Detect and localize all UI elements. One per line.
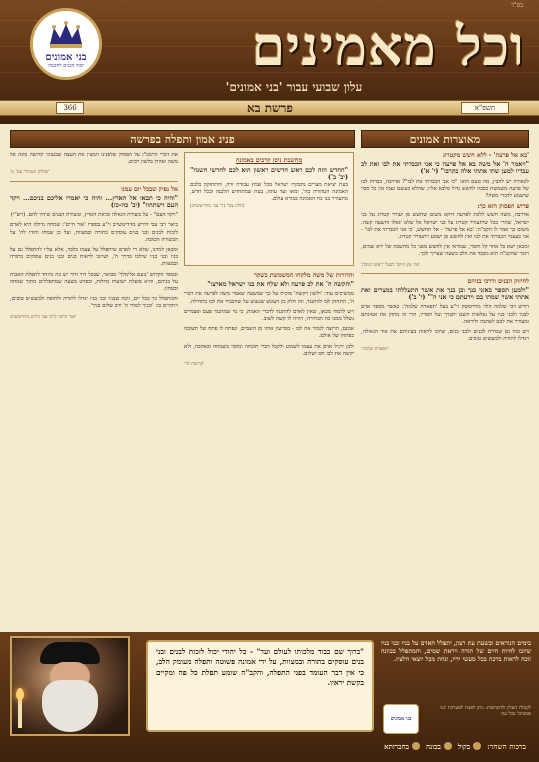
beard-shape [42,680,98,732]
divider [361,273,529,274]
small-logo: בני אמונים [383,704,419,734]
divider [10,181,178,182]
source-note: 'פרי עץ חיים' לבעל 'ראש ישיבה' [361,262,421,268]
subtitle: עלון שבועי עבור 'בני אמונים' [225,80,363,94]
chip-label: בחברותא [384,741,410,751]
footer-bar [146,738,532,754]
paragraph: אמנם, הרוצה לטהר את לבו - מסייעין אותו מן השמים, ונפתח לו פתח של תשובה כפתחו של אולם. [184,326,354,340]
section-header-middle: פנינ אמון ותפלה בפרשה [10,130,355,148]
boxed-insight [184,152,354,266]
issue-number: 366 [56,102,84,114]
verse-quote: "ולמען תספר באזני בנך ובן בנך את אשר התעללתי במצרים ואת אתתי אשר שמתי בם וידעתם כי אני ה'" (י' ב') [361,286,529,302]
rabbi-photo [10,636,130,736]
box-heading: מחשבת ניסן קרבים באמונה [235,157,303,164]
footer-chip-loud [458,742,481,751]
sub-heading: פרוש הפסוק הוא כך: [477,203,529,211]
paragraph: ובספר הקדוש 'נועם אלימלך' מבואר, שבכל דור ודור יש כח מיוחד לתפלת האבות על בניהם, והיא פועלת ישועות גדולות, ובפרט בשעה שמתפללים מתוך שמחה ובטחון. [10,271,178,293]
paragraph: "ויקד העם" - על בשורת הגאלה וביאת הארץ, ובשורת הבנים שיהיו להם. (רש"י) [10,212,178,219]
chip-label: בכונה [426,741,441,751]
logo-name: בני אמונים [45,51,87,63]
paragraph: ומכאן למדנו, שלא די לאדם שיתפלל על עצמו בלבד, אלא עליו להתפלל גם על בניו ובני בניו שילכו בדרך ה', ושיזכו לראות בנים ובני בנים עוסקים בתורה ובמצוות. [10,247,178,268]
verse-quote: "ויאמר ה' אל משה בא אל פרעה כי אני הכבדתי את לבו ואת לב עבדיו למען שתי אתתי אלה בקרבו" (י' א') [361,160,529,176]
source-note: 'נחלת צבי' (ר' צבי מזידיטשויב) [190,204,246,210]
paragraph: ולכן ירגיל אדם את עצמו לשמוע ולקבל דברי תוכחה ומוסר בשמחה ובאהבה, ולא יקשה את לבו חס ושלום. [184,343,354,357]
candle-shape [18,698,22,728]
paragraph: ממשיכים עוד: 'ולשון ויקשה' מוכיח על כך שבשעה שאמר משה לפרעה את דברי ה', התחזק לבו להתנגד, וזה חלק מן העונש שנענש על שהכביד את לבו בתחילה. [184,291,354,305]
column-middle [184,272,354,628]
verse-quote: "החדש הזה לכם ראש חדשים ראשון הוא לכם לחדשי השנה" (יב' ב') [190,166,348,182]
paragraph: והמתפלל כך בכל יום, זוכה שבניו ובני בניו יגדלו לתורה ולחופה ולמעשים טובים, ויתקיים בו: 'ובניך למודי ה' ורב שלום בניך'. [10,296,178,310]
contact-note: לקבלת העלון ולהקדשות: ניתן לפנות למערכת 'בני אמונים' בכל עת [439,706,531,718]
paragraph: בעת יציאת מצרים נתבקרו ישראל מכל שמץ עבודה זרה, והתחזקה בלבם האמונה הטהורה בה', ומאז ועד עתה, בעת שמתחדש הלבנה ובכל חדש, מתעורר בנו כח האמונה בבורא עולם. [190,181,348,203]
chip-label: בקול [457,741,471,751]
verse-quote: "והקשה ה' את לב פרעה ולא שלח את בני ישראל מארצו" [207,280,354,289]
paragraph: ומכאן ישא כל אחד קל וחמר, שבודאי אין לחשש מפני כל מחשבה של ירא שמים, ויזכר שהקב"ה הוא מכבד את הלב בשעה שצריך לכך. [361,244,529,258]
paragraph: את דברי הרמב"ן על הפסוק שלפנינו המצין את העצה שבעניני קדושה סוגה אל משה ואהרן בלשון רבים. [10,152,178,166]
paragraph: ויש ללמוד מכאן, שאין לאדם להתנגד לדברי האמת, כי מי שמתנגד פעם ופעמיים נשלל ממנו כח הבחירה, ויהיה לו קשה לשוב. [184,308,354,323]
heart-icon [444,742,452,750]
footer-chip-pair [384,742,420,751]
footer-chip-intent [426,742,452,751]
paragraph: ביאר רבי צבי הירש מזידיטשויב זי"ע בספרו 'אור חיים': שמחה גדולה היא לאדם לזכות לבנים ובני בנים עוסקים בתורה ובמצוות, ועל כן שמחו והודו לה' על הבשורה הטובה. [10,222,178,243]
people-icon [412,742,420,750]
article-heading: לחיזוק הבנים ודרכי בניהם [467,277,529,285]
crown-icon [46,20,86,50]
source-note: 'שולחן הטהור' עמ' ט' [10,170,50,176]
logo-sub: יסוד הבנים לחכמה [48,62,84,69]
paragraph: לכאורה יש להבין, מה טעם הוא: "כי אני הכבדתי את לבו"? אדרבה, כבדות לבו של פרעה משמשת כסבה לחשש גדול מלבא אליו, שהלא כעוצם זעמו אין כל סכוי שישמע לדברי משה? [361,178,529,200]
article-heading: והדורות של משה מלקחו המשמשת כשקר [253,272,354,279]
parsha-name: פרשת בא [247,101,293,115]
quote-text: "ברוך שם כבוד מלכותו לעולם ועד" - כל יהודי יכול לזכות לבנים ובני בנים עוסקים בתורה ובמצוות, על ידי אמונה פשוטה ותפלה מעומק הלב, כי אין דבר העומד בפני התפלה, והקב"ה שומע תפלת כל פה ומקיים בקשת יראיו. [156,647,364,688]
paragraph: דורש רבי שלמה הלוי מרדומסק זי"ע בעל 'תפארת שלמה': כאשר מספר אדם לבניו ולבני בניו על נפלאות השם יתברך ועל חסדיו, הרי זה מחזק את אמונתם ומעורר את לבם לאהבה וליראה. [361,304,529,325]
source-note: 'תפארת שלמה' [361,347,389,353]
column-right [361,152,529,630]
source-note: 'אור חיים' לרבי צבי הירש מזידיטשויב [10,314,77,320]
column-left [10,152,178,630]
article-heading: 'בא אל פרעה' - ללא חשש מקטרוג [442,152,529,159]
logo [30,8,102,80]
featured-quote [146,640,374,732]
paragraph: ויש בזה גם שמירה לבנים ולבני בנים, שיזכו לראות בעיניהם את אור הגאולה, ויגדלו לתורה ולמעשים טובים. [361,329,529,343]
speaker-icon [473,742,481,750]
flame-icon [16,688,24,700]
article-heading: אל נפיק שבכל יום עמנו [121,185,178,193]
footer-label: ברכות השחר: [487,741,526,751]
main-title: וכל מאמינים [251,14,525,78]
section-header-right: מאוצרות אמונים [361,130,529,148]
issue-year: תשפ"א [461,102,509,114]
verse-quote: "והיה כי תבאו אל הארץ... והיה כי יאמרו אליכם בניכם... ויקד העם וישתחוו" (יב' כה-כז) [10,193,178,210]
source-note: 'קדושת לוי' [184,362,205,368]
top-mark: בס"ד [511,2,523,9]
info-text: בימים הנוראים ובשעת עת רצון, יתפלל האדם על בניו ובני בניו שיזכו לחיות חיים של תורה ויראת שמים, והמתפלל בכוונה זוכה לראות ברכה בכל מעשי ידיו, ונחת מכל יוצאי חלציו. [381,640,531,664]
hat-shape [40,642,100,664]
paragraph: אדרבה, משה חשש ללכת לפרעה דוקא משום שחשש פן יעורר קטרוג על בני ישראל, שהרי ככל שיתעורר קטרוג על בני ישראל אל שלא יגאלו והשעה קשה. משום כך אמר לו הקב"ה: 'בא אל פרעה' - אל תחשש, 'כי אני הכבדתי את לבו' - אני בעצמי הכבדתי את לבו ואין לחשש פן ישמע ויתעורר קטרוג. [361,212,529,241]
